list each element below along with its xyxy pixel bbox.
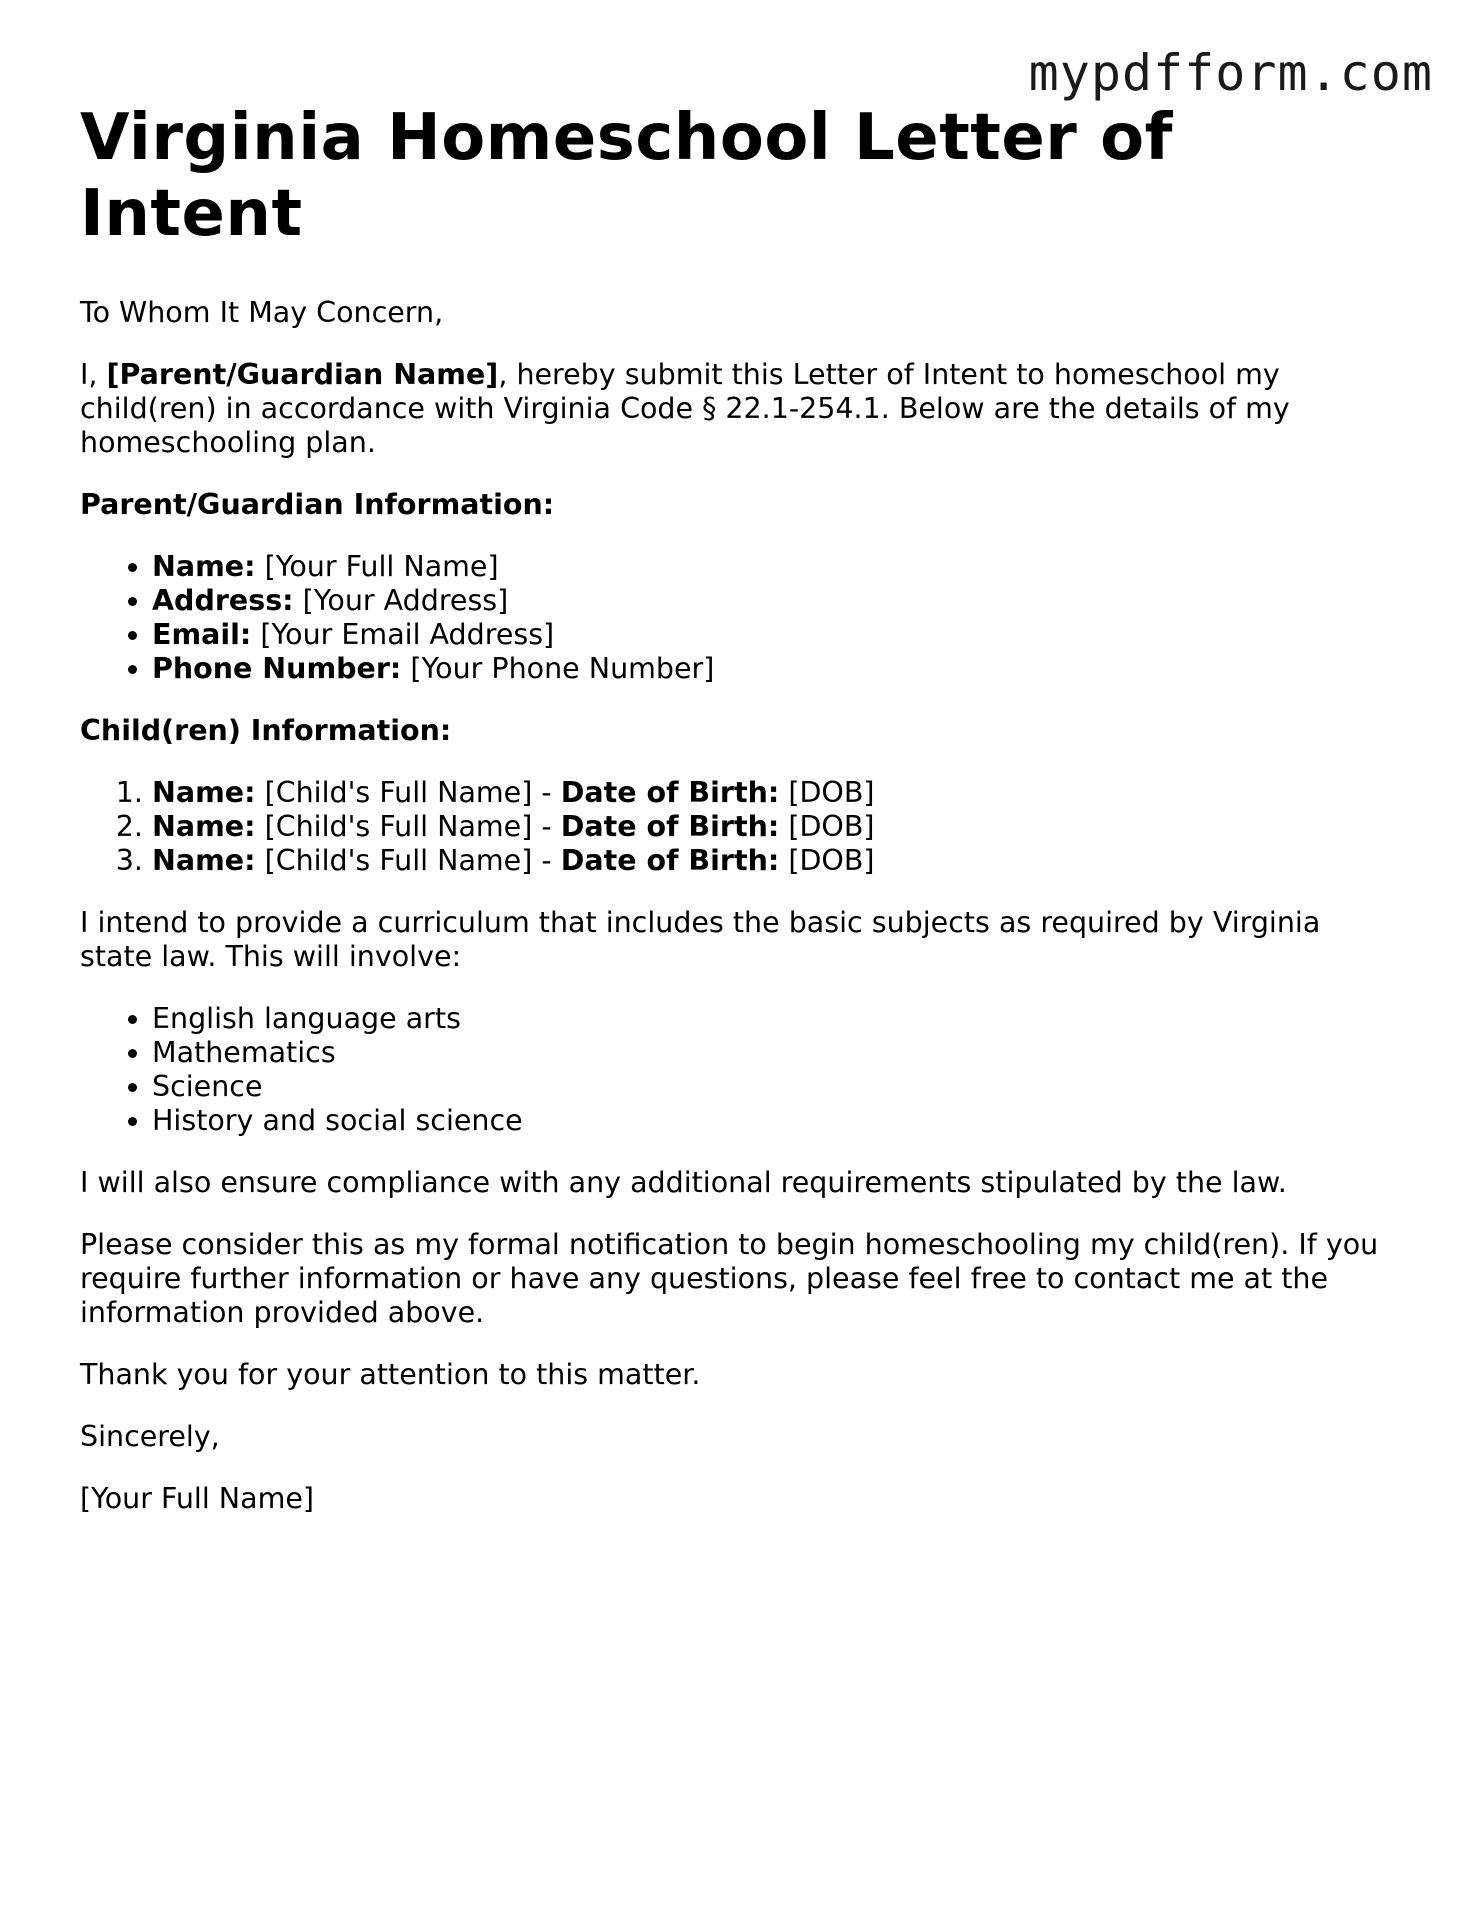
intro-suffix: , hereby submit this Letter of Intent to homeschool my child(ren) in accordance with Virginia Code § 22.1-254.1. Below are the details of my homeschooling plan. — [80, 358, 1290, 459]
parent-info-item — [152, 652, 1400, 686]
parent-info-list — [80, 550, 1400, 686]
child-name-value: [Child's Full Name] - — [255, 810, 561, 843]
thanks-paragraph: Thank you for your attention to this matter. — [80, 1358, 701, 1391]
field-label: Name: — [152, 550, 256, 583]
child-info-item — [152, 844, 1400, 878]
child-name-label: Name: — [152, 776, 256, 809]
child-name-label: Name: — [152, 810, 256, 843]
subject-item: • Mathematics — [152, 1036, 1400, 1070]
greeting: To Whom It May Concern, — [80, 296, 444, 329]
child-name-value: [Child's Full Name] - — [255, 776, 561, 809]
parent-info-item — [152, 618, 1400, 652]
subject-item: • Science — [152, 1070, 1400, 1104]
intro-prefix: I, — [80, 358, 107, 391]
child-dob-value: [DOB] — [779, 844, 875, 877]
watermark-logo: mypdfform.com — [1028, 44, 1433, 102]
child-info-item — [152, 776, 1400, 810]
subject-item: • English language arts — [152, 1002, 1400, 1036]
parent-info-heading: Parent/Guardian Information: — [80, 488, 555, 521]
child-name-label: Name: — [152, 844, 256, 877]
field-value: [Your Phone Number] — [401, 652, 715, 685]
closing: Sincerely, — [80, 1420, 220, 1453]
children-info-heading: Child(ren) Information: — [80, 714, 452, 747]
curriculum-intro: I intend to provide a curriculum that includes the basic subjects as required by Virginia state law. This will involve: — [80, 906, 1321, 973]
page-title: Virginia Homeschool Letter of Intent — [80, 101, 1173, 251]
subjects-list — [80, 1002, 1400, 1138]
field-value: [Your Full Name] — [255, 550, 499, 583]
signature-placeholder: [Your Full Name] — [80, 1482, 315, 1515]
field-value: [Your Email Address] — [251, 618, 555, 651]
field-label: Email: — [152, 618, 252, 651]
letter-document — [80, 100, 1400, 1544]
child-dob-label: Date of Birth: — [560, 844, 780, 877]
child-dob-value: [DOB] — [779, 776, 875, 809]
child-dob-label: Date of Birth: — [560, 810, 780, 843]
child-dob-label: Date of Birth: — [560, 776, 780, 809]
notification-paragraph: Please consider this as my formal notification to begin homeschooling my child(ren). If you require further information or have any questions, please feel free to contact me at the information provided above. — [80, 1228, 1379, 1329]
subject-item: • History and social science — [152, 1104, 1400, 1138]
field-value: [Your Address] — [293, 584, 509, 617]
parent-info-item — [152, 584, 1400, 618]
children-info-list — [80, 776, 1400, 878]
field-label: Phone Number: — [152, 652, 402, 685]
child-name-value: [Child's Full Name] - — [255, 844, 561, 877]
child-dob-value: [DOB] — [779, 810, 875, 843]
parent-info-item — [152, 550, 1400, 584]
compliance-paragraph: I will also ensure compliance with any additional requirements stipulated by the law. — [80, 1166, 1287, 1199]
field-label: Address: — [152, 584, 294, 617]
child-info-item — [152, 810, 1400, 844]
parent-name-placeholder: [Parent/Guardian Name] — [106, 358, 499, 391]
intro-paragraph — [80, 358, 1400, 460]
